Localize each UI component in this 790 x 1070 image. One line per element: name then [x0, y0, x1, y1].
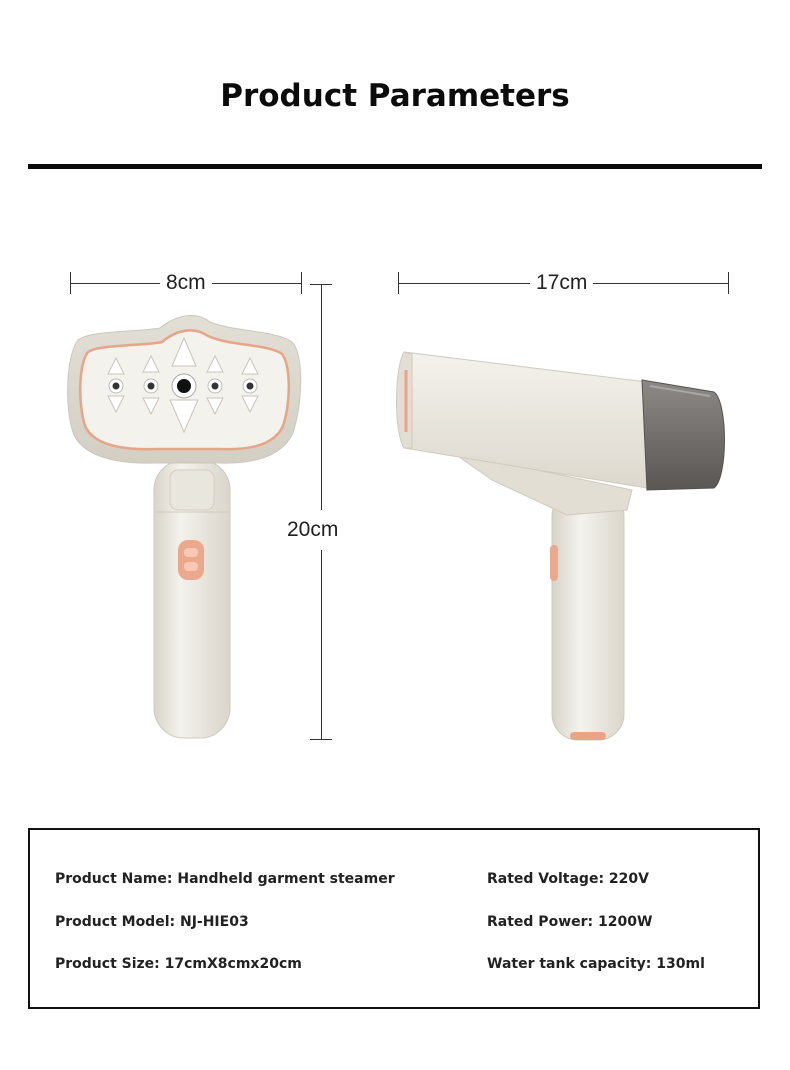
page-title: Product Parameters: [220, 78, 570, 114]
height-label: 20cm: [283, 510, 342, 550]
spec-rated-voltage: Rated Voltage: 220V: [487, 871, 649, 887]
width-label: 8cm: [160, 271, 212, 295]
steamer-side-image: [392, 340, 732, 745]
steamer-front-image: [60, 300, 310, 745]
spec-product-name: Product Name: Handheld garment steamer: [55, 871, 395, 887]
spec-product-model: Product Model: NJ-HIE03: [55, 914, 249, 930]
length-label: 17cm: [530, 271, 593, 295]
spec-rated-power: Rated Power: 1200W: [487, 914, 653, 930]
specifications-panel: [28, 828, 760, 1009]
title-divider: [28, 164, 762, 169]
spec-water-tank: Water tank capacity: 130ml: [487, 956, 705, 972]
spec-product-size: Product Size: 17cmX8cmx20cm: [55, 956, 302, 972]
